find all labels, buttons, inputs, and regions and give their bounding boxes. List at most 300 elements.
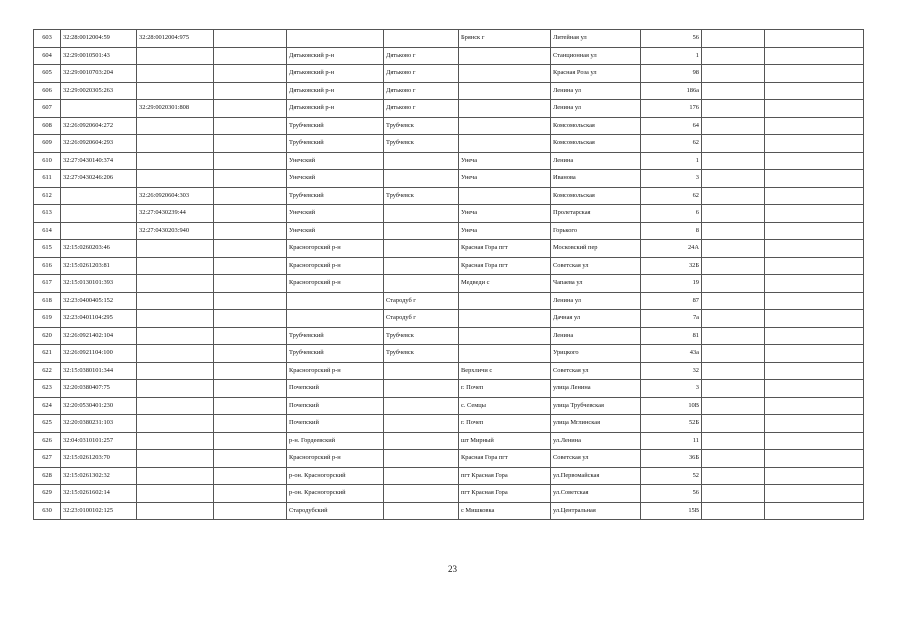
table-row: [34, 135, 864, 153]
table-cell: [765, 117, 864, 135]
table-cell: [459, 327, 551, 345]
table-cell-empty: [214, 345, 287, 363]
table-cell: Станционная ул: [551, 47, 641, 65]
table-cell: 605: [34, 65, 61, 83]
table-cell: Брянск г: [459, 30, 551, 48]
table-cell: [702, 152, 765, 170]
table-cell: Ленина ул: [551, 100, 641, 118]
table-row: [34, 502, 864, 520]
table-cell: [137, 345, 214, 363]
table-cell: 32:29:0010501:43: [61, 47, 137, 65]
table-row: [34, 47, 864, 65]
table-cell: 624: [34, 397, 61, 415]
table-cell: [702, 397, 765, 415]
table-cell: [137, 82, 214, 100]
table-cell-empty: [214, 240, 287, 258]
table-cell: Комсомольская: [551, 117, 641, 135]
table-cell: [137, 397, 214, 415]
table-cell: Комсомольская: [551, 187, 641, 205]
table-cell: [384, 275, 459, 293]
table-cell: 7а: [641, 310, 702, 328]
table-cell-empty: [214, 117, 287, 135]
table-cell: [137, 292, 214, 310]
table-cell: 604: [34, 47, 61, 65]
table-cell: пгт Красная Гора: [459, 467, 551, 485]
table-cell: Унечский: [287, 152, 384, 170]
table-cell: [702, 345, 765, 363]
table-cell: Трубчевский: [287, 327, 384, 345]
table-cell: р-н. Гордеевский: [287, 432, 384, 450]
table-cell: ул.Центральная: [551, 502, 641, 520]
table-cell: Трубчевский: [287, 345, 384, 363]
table-cell: [384, 415, 459, 433]
table-cell: Почепский: [287, 380, 384, 398]
table-cell: [384, 380, 459, 398]
table-cell: Чапаева ул: [551, 275, 641, 293]
table-cell: [384, 362, 459, 380]
table-cell: 62: [641, 187, 702, 205]
table-cell: Ленина ул: [551, 292, 641, 310]
table-row: [34, 327, 864, 345]
table-cell: 623: [34, 380, 61, 398]
table-cell: [765, 222, 864, 240]
table-cell: [61, 222, 137, 240]
page-number: 23: [448, 564, 457, 574]
table-cell: [765, 275, 864, 293]
table-row: [34, 187, 864, 205]
table-cell: 32:15:0380101:344: [61, 362, 137, 380]
table-row: [34, 450, 864, 468]
table-cell: [459, 310, 551, 328]
table-cell: Унеча: [459, 205, 551, 223]
table-cell: 622: [34, 362, 61, 380]
table-cell: 615: [34, 240, 61, 258]
table-cell: Стародуб г: [384, 310, 459, 328]
table-cell: [702, 292, 765, 310]
table-cell: 607: [34, 100, 61, 118]
table-cell-empty: [214, 432, 287, 450]
table-cell: [137, 135, 214, 153]
table-cell: [61, 205, 137, 223]
table-cell: Красная Гора пгт: [459, 257, 551, 275]
table-cell: [765, 380, 864, 398]
table-cell: [765, 467, 864, 485]
table-cell: 15В: [641, 502, 702, 520]
table-cell: 32:15:0261602:14: [61, 485, 137, 503]
table-cell: 8: [641, 222, 702, 240]
table-row: [34, 30, 864, 48]
table-row: [34, 257, 864, 275]
table-cell: [459, 100, 551, 118]
table-cell: [384, 30, 459, 48]
table-cell: [765, 345, 864, 363]
table-cell: [137, 275, 214, 293]
table-cell: улица Трубчевская: [551, 397, 641, 415]
table-cell-empty: [214, 222, 287, 240]
table-cell: [702, 170, 765, 188]
table-cell: [137, 170, 214, 188]
table-cell: 610: [34, 152, 61, 170]
table-cell: 32:27:0430246:206: [61, 170, 137, 188]
table-cell: [459, 187, 551, 205]
table-row: [34, 345, 864, 363]
table-cell: 627: [34, 450, 61, 468]
table-row: [34, 275, 864, 293]
table-cell: Ленина: [551, 327, 641, 345]
table-cell: [702, 467, 765, 485]
table-cell: Красногорский р-н: [287, 257, 384, 275]
table-cell: Ленина: [551, 152, 641, 170]
table-cell: ул.Ленина: [551, 432, 641, 450]
table-cell-empty: [214, 30, 287, 48]
table-cell: Советская ул: [551, 257, 641, 275]
table-cell: с. Семцы: [459, 397, 551, 415]
table-cell: [459, 292, 551, 310]
register-table: [33, 29, 864, 520]
table-cell: 176: [641, 100, 702, 118]
table-cell: [137, 380, 214, 398]
table-cell: 3: [641, 170, 702, 188]
table-cell-empty: [214, 257, 287, 275]
table-row: [34, 432, 864, 450]
table-cell: [137, 362, 214, 380]
table-cell: Комсомольская: [551, 135, 641, 153]
table-cell: [137, 415, 214, 433]
table-cell: [765, 187, 864, 205]
table-cell: 1: [641, 152, 702, 170]
table-cell: 32:20:0530401:230: [61, 397, 137, 415]
table-cell-empty: [214, 100, 287, 118]
table-cell: 609: [34, 135, 61, 153]
table-cell: Трубчевский: [287, 117, 384, 135]
table-cell: 613: [34, 205, 61, 223]
table-cell: [287, 30, 384, 48]
table-cell: [765, 82, 864, 100]
register-rows: [34, 30, 864, 520]
table-row: [34, 240, 864, 258]
table-cell: 56: [641, 485, 702, 503]
table-cell: Красногорский р-н: [287, 275, 384, 293]
table-cell: 32:15:0130101:393: [61, 275, 137, 293]
table-cell: [765, 65, 864, 83]
table-cell: Красная Гора пгт: [459, 240, 551, 258]
table-row: [34, 117, 864, 135]
table-cell: 32:23:0401104:295: [61, 310, 137, 328]
table-cell: [61, 100, 137, 118]
table-cell: 32:27:0430203:940: [137, 222, 214, 240]
table-cell: [702, 222, 765, 240]
table-cell: [137, 240, 214, 258]
table-cell: [765, 47, 864, 65]
table-cell: [384, 240, 459, 258]
table-cell: [765, 30, 864, 48]
table-cell: Трубчевск: [384, 345, 459, 363]
table-cell: [137, 432, 214, 450]
table-cell: [384, 432, 459, 450]
table-cell: 11: [641, 432, 702, 450]
table-cell: 32:26:0921104:100: [61, 345, 137, 363]
table-cell: 62: [641, 135, 702, 153]
table-cell: Пролетарская: [551, 205, 641, 223]
table-cell: Трубчевск: [384, 117, 459, 135]
table-cell: [459, 65, 551, 83]
table-cell-empty: [214, 292, 287, 310]
table-cell-empty: [214, 397, 287, 415]
table-cell: ул.Советская: [551, 485, 641, 503]
table-cell-empty: [214, 47, 287, 65]
table-cell: р-он. Красногорский: [287, 485, 384, 503]
table-row: [34, 222, 864, 240]
table-cell: Дятьково г: [384, 100, 459, 118]
table-cell: [765, 327, 864, 345]
table-cell: 32:27:0430140:374: [61, 152, 137, 170]
table-cell: [384, 485, 459, 503]
table-cell: [137, 310, 214, 328]
table-cell: [702, 502, 765, 520]
table-cell: [137, 450, 214, 468]
table-cell: 32:15:0261203:81: [61, 257, 137, 275]
table-cell: [702, 240, 765, 258]
table-cell: 616: [34, 257, 61, 275]
table-cell: [702, 432, 765, 450]
table-cell: Трубчевск: [384, 187, 459, 205]
table-cell-empty: [214, 362, 287, 380]
table-cell: 611: [34, 170, 61, 188]
table-cell: 32:29:0010703:204: [61, 65, 137, 83]
table-cell: 10В: [641, 397, 702, 415]
table-cell: [765, 432, 864, 450]
table-cell: шт Мирный: [459, 432, 551, 450]
table-cell-empty: [214, 275, 287, 293]
table-cell: [137, 117, 214, 135]
table-cell: ул.Первомайская: [551, 467, 641, 485]
table-cell: 32:26:0920604:272: [61, 117, 137, 135]
table-cell: [384, 222, 459, 240]
table-cell: г. Почеп: [459, 380, 551, 398]
table-cell: 32:29:0020305:263: [61, 82, 137, 100]
table-cell: улица Мглинская: [551, 415, 641, 433]
table-cell-empty: [214, 485, 287, 503]
table-cell: г. Почеп: [459, 415, 551, 433]
table-row: [34, 292, 864, 310]
table-cell: Унеча: [459, 170, 551, 188]
table-cell: 3: [641, 380, 702, 398]
table-cell: Трубчевский: [287, 135, 384, 153]
table-cell: [765, 135, 864, 153]
table-cell: Дятьково г: [384, 65, 459, 83]
table-cell: Трубчевский: [287, 187, 384, 205]
table-cell: [384, 397, 459, 415]
table-cell: 81: [641, 327, 702, 345]
table-cell: 24А: [641, 240, 702, 258]
table-cell-empty: [214, 82, 287, 100]
table-cell: [765, 205, 864, 223]
table-cell: [459, 47, 551, 65]
table-cell: [702, 47, 765, 65]
register-table-container: [33, 29, 864, 520]
table-cell: Красная Гора пгт: [459, 450, 551, 468]
table-row: [34, 397, 864, 415]
table-row: [34, 467, 864, 485]
table-row: [34, 485, 864, 503]
table-cell-empty: [214, 502, 287, 520]
table-cell: [287, 310, 384, 328]
table-row: [34, 415, 864, 433]
table-cell: [459, 345, 551, 363]
table-cell: Трубчевск: [384, 135, 459, 153]
table-cell: [702, 65, 765, 83]
table-cell: [61, 187, 137, 205]
table-cell: Дятьковский р-н: [287, 82, 384, 100]
table-cell: 32:23:0400405:152: [61, 292, 137, 310]
table-cell: 619: [34, 310, 61, 328]
table-cell: [702, 380, 765, 398]
table-cell: [384, 170, 459, 188]
table-cell: 186а: [641, 82, 702, 100]
table-cell: [702, 310, 765, 328]
table-cell-empty: [214, 152, 287, 170]
table-cell: Унечский: [287, 170, 384, 188]
table-cell: 52Б: [641, 415, 702, 433]
table-row: [34, 310, 864, 328]
table-cell-empty: [214, 170, 287, 188]
table-cell: Дятьково г: [384, 82, 459, 100]
table-cell: [765, 170, 864, 188]
table-cell: [765, 362, 864, 380]
table-cell-empty: [214, 65, 287, 83]
table-cell: Медведи с: [459, 275, 551, 293]
table-cell: [702, 275, 765, 293]
table-row: [34, 152, 864, 170]
table-cell: [702, 82, 765, 100]
table-cell: Красногорский р-н: [287, 240, 384, 258]
table-cell: [765, 415, 864, 433]
table-cell: [702, 450, 765, 468]
table-row: [34, 380, 864, 398]
table-cell: Почепский: [287, 415, 384, 433]
table-cell: [459, 117, 551, 135]
table-cell: [137, 327, 214, 345]
table-cell: Унеча: [459, 222, 551, 240]
table-cell: 32:20:0380231:103: [61, 415, 137, 433]
table-cell-empty: [214, 327, 287, 345]
table-cell: 32:28:0012004:59: [61, 30, 137, 48]
table-cell: 32:28:0012004:975: [137, 30, 214, 48]
table-cell: 6: [641, 205, 702, 223]
table-cell: 625: [34, 415, 61, 433]
table-cell: 43а: [641, 345, 702, 363]
table-cell: [765, 310, 864, 328]
table-cell: [702, 187, 765, 205]
table-cell: Красная Роза ул: [551, 65, 641, 83]
table-cell: 32: [641, 362, 702, 380]
table-cell: [765, 502, 864, 520]
table-cell: пгт Красная Гора: [459, 485, 551, 503]
table-cell: [384, 257, 459, 275]
table-row: [34, 100, 864, 118]
table-cell-empty: [214, 135, 287, 153]
table-cell: 36Б: [641, 450, 702, 468]
table-cell: Горького: [551, 222, 641, 240]
table-cell: 64: [641, 117, 702, 135]
table-cell: Трубчевск: [384, 327, 459, 345]
table-cell: [137, 485, 214, 503]
table-row: [34, 65, 864, 83]
table-cell: 629: [34, 485, 61, 503]
table-cell: [287, 292, 384, 310]
table-cell-empty: [214, 467, 287, 485]
table-cell-empty: [214, 205, 287, 223]
table-cell: 19: [641, 275, 702, 293]
table-cell: 603: [34, 30, 61, 48]
table-cell: Верхличи с: [459, 362, 551, 380]
table-cell-empty: [214, 187, 287, 205]
table-cell: Дачная ул: [551, 310, 641, 328]
table-cell: 32:27:0430239:44: [137, 205, 214, 223]
table-cell: [702, 205, 765, 223]
table-cell: 32:15:0261203:70: [61, 450, 137, 468]
table-row: [34, 362, 864, 380]
table-cell: 32:26:0920604:303: [137, 187, 214, 205]
table-cell: [765, 240, 864, 258]
table-cell: 32:29:0020301:808: [137, 100, 214, 118]
table-cell: [702, 362, 765, 380]
table-cell: улица Ленина: [551, 380, 641, 398]
table-cell: Красногорский р-н: [287, 450, 384, 468]
table-row: [34, 82, 864, 100]
table-cell: 32Б: [641, 257, 702, 275]
table-cell: Советская ул: [551, 362, 641, 380]
table-cell: р-он. Красногорский: [287, 467, 384, 485]
table-cell: [459, 82, 551, 100]
table-cell: 618: [34, 292, 61, 310]
table-cell: 32:26:0921402:104: [61, 327, 137, 345]
table-cell: 612: [34, 187, 61, 205]
table-cell: [384, 205, 459, 223]
table-cell: 1: [641, 47, 702, 65]
table-cell: Унечский: [287, 205, 384, 223]
table-cell: [702, 117, 765, 135]
table-cell: [702, 135, 765, 153]
table-cell: Стародуб г: [384, 292, 459, 310]
table-cell: [137, 257, 214, 275]
table-cell: 32:23:0100102:125: [61, 502, 137, 520]
table-cell: [702, 257, 765, 275]
table-cell: Унеча: [459, 152, 551, 170]
table-cell: 56: [641, 30, 702, 48]
table-cell: [384, 152, 459, 170]
table-cell: Литейная ул: [551, 30, 641, 48]
table-cell: [384, 502, 459, 520]
table-cell: 606: [34, 82, 61, 100]
table-cell: [765, 257, 864, 275]
table-cell: Красногорский р-н: [287, 362, 384, 380]
table-cell: 98: [641, 65, 702, 83]
table-cell: [137, 152, 214, 170]
table-cell: [765, 450, 864, 468]
table-cell: [765, 100, 864, 118]
table-cell: 614: [34, 222, 61, 240]
table-cell: [702, 100, 765, 118]
table-cell-empty: [214, 310, 287, 328]
table-cell: 630: [34, 502, 61, 520]
table-cell: Советская ул: [551, 450, 641, 468]
table-cell: Стародубский: [287, 502, 384, 520]
table-cell: 621: [34, 345, 61, 363]
table-cell: [384, 450, 459, 468]
table-cell: Почепский: [287, 397, 384, 415]
table-cell: [137, 467, 214, 485]
